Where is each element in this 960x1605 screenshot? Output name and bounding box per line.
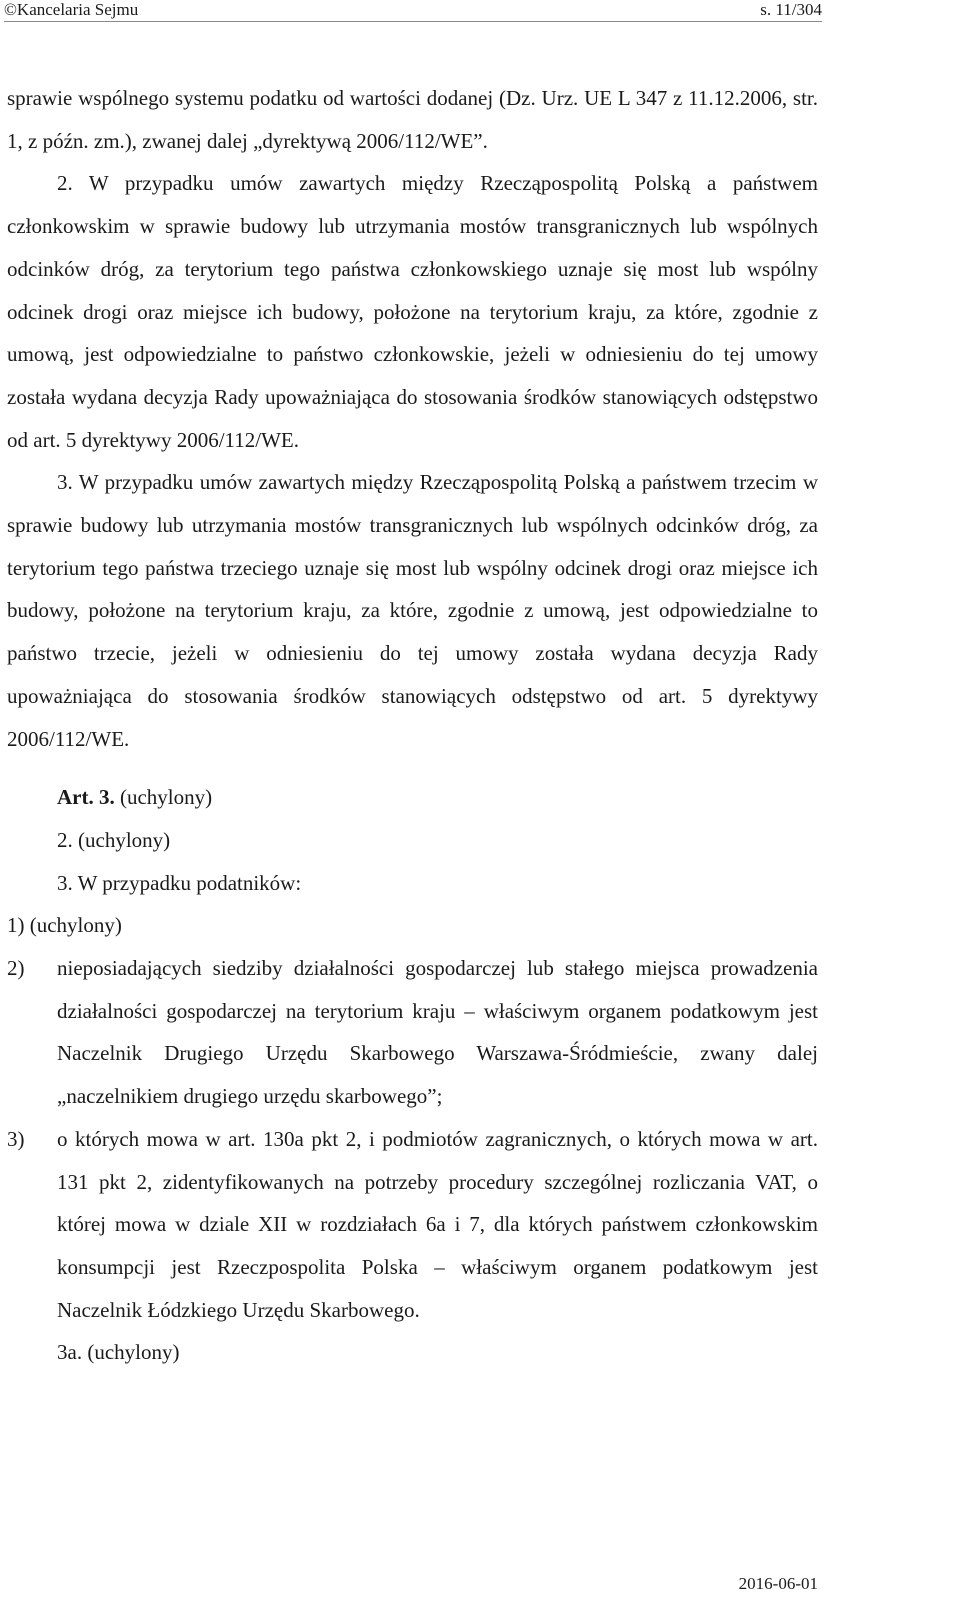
article-3-text: (uchylony) (119, 785, 213, 810)
header-rule (4, 21, 822, 22)
header-brand: ©Kancelaria Sejmu (4, 0, 139, 19)
list-item-2 (7, 947, 818, 1118)
article-3-paragraph-2: 2. (uchylony) (57, 827, 171, 852)
article-3-paragraph-3: 3. W przypadku podatników: (57, 870, 302, 895)
header-page-number: s. 11/304 (760, 0, 822, 19)
article-3-label: Art. 3. (57, 785, 115, 810)
page-header (4, 0, 822, 22)
list-item-2-text: nieposiadających siedziby działalności gospodarczej lub stałego miejsca prowadzenia działalności gospodarczej na terytorium kraju – właściwym organem podatkowym jest Naczelnik Drugiego Urzędu Skarbowego Warszawa-Śródmieście, zwany dalej „naczelnikiem drugiego urzędu skarbowego”; (57, 956, 818, 1109)
footer-date: 2016-06-01 (738, 1574, 818, 1593)
paragraph-3a: 3a. (uchylony) (57, 1340, 180, 1365)
document-body (7, 77, 818, 1374)
list-item-1: 1) (uchylony) (7, 913, 122, 938)
list-item-3-number: 3) (7, 1126, 25, 1151)
list-item-3-text: o których mowa w art. 130a pkt 2, i podmiotów zagranicznych, o których mowa w art. 131 pkt 2, zidentyfikowanych na potrzeby procedury szczególnej rozliczania VAT, o której mowa w dziale XII w rozdziałach 6a i 7, dla których państwem członkowskim konsumpcji jest Rzeczpospolita Polska – właściwym organem podatkowym jest Naczelnik Łódzkiego Urzędu Skarbowego. (57, 1126, 818, 1322)
paragraph-2: 2. W przypadku umów zawartych między Rzecząpospolitą Polską a państwem członkowskim w sprawie budowy lub utrzymania mostów transgranicznych lub wspólnych odcinków dróg, za terytorium tego państwa członkowskiego uznaje się most lub wspólny odcinek drogi oraz miejsce ich budowy, położone na terytorium kraju, za które, zgodnie z umową, jest odpowiedzialne to państwo członkowskie, jeżeli w odniesieniu do tej umowy została wydana decyzja Rady upoważniająca do stosowania środków stanowiących odstępstwo od art. 5 dyrektywy 2006/112/WE. (7, 171, 818, 452)
list-item-3 (7, 1118, 818, 1332)
paragraph-3: 3. W przypadku umów zawartych między Rzecząpospolitą Polską a państwem trzecim w sprawie budowy lub utrzymania mostów transgranicznych lub wspólnych odcinków dróg, za terytorium tego państwa trzeciego uznaje się most lub wspólny odcinek drogi oraz miejsce ich budowy, położone na terytorium kraju, za które, zgodnie z umową, jest odpowiedzialne to państwo trzecie, jeżeli w odniesieniu do tej umowy została wydana decyzja Rady upoważniająca do stosowania środków stanowiących odstępstwo od art. 5 dyrektywy 2006/112/WE. (7, 470, 818, 751)
article-3 (7, 776, 818, 819)
list-item-2-number: 2) (7, 956, 25, 981)
paragraph-intro: sprawie wspólnego systemu podatku od wartości dodanej (Dz. Urz. UE L 347 z 11.12.2006, str. 1, z późn. zm.), zwanej dalej „dyrektywą 2006/112/WE”. (7, 86, 818, 153)
